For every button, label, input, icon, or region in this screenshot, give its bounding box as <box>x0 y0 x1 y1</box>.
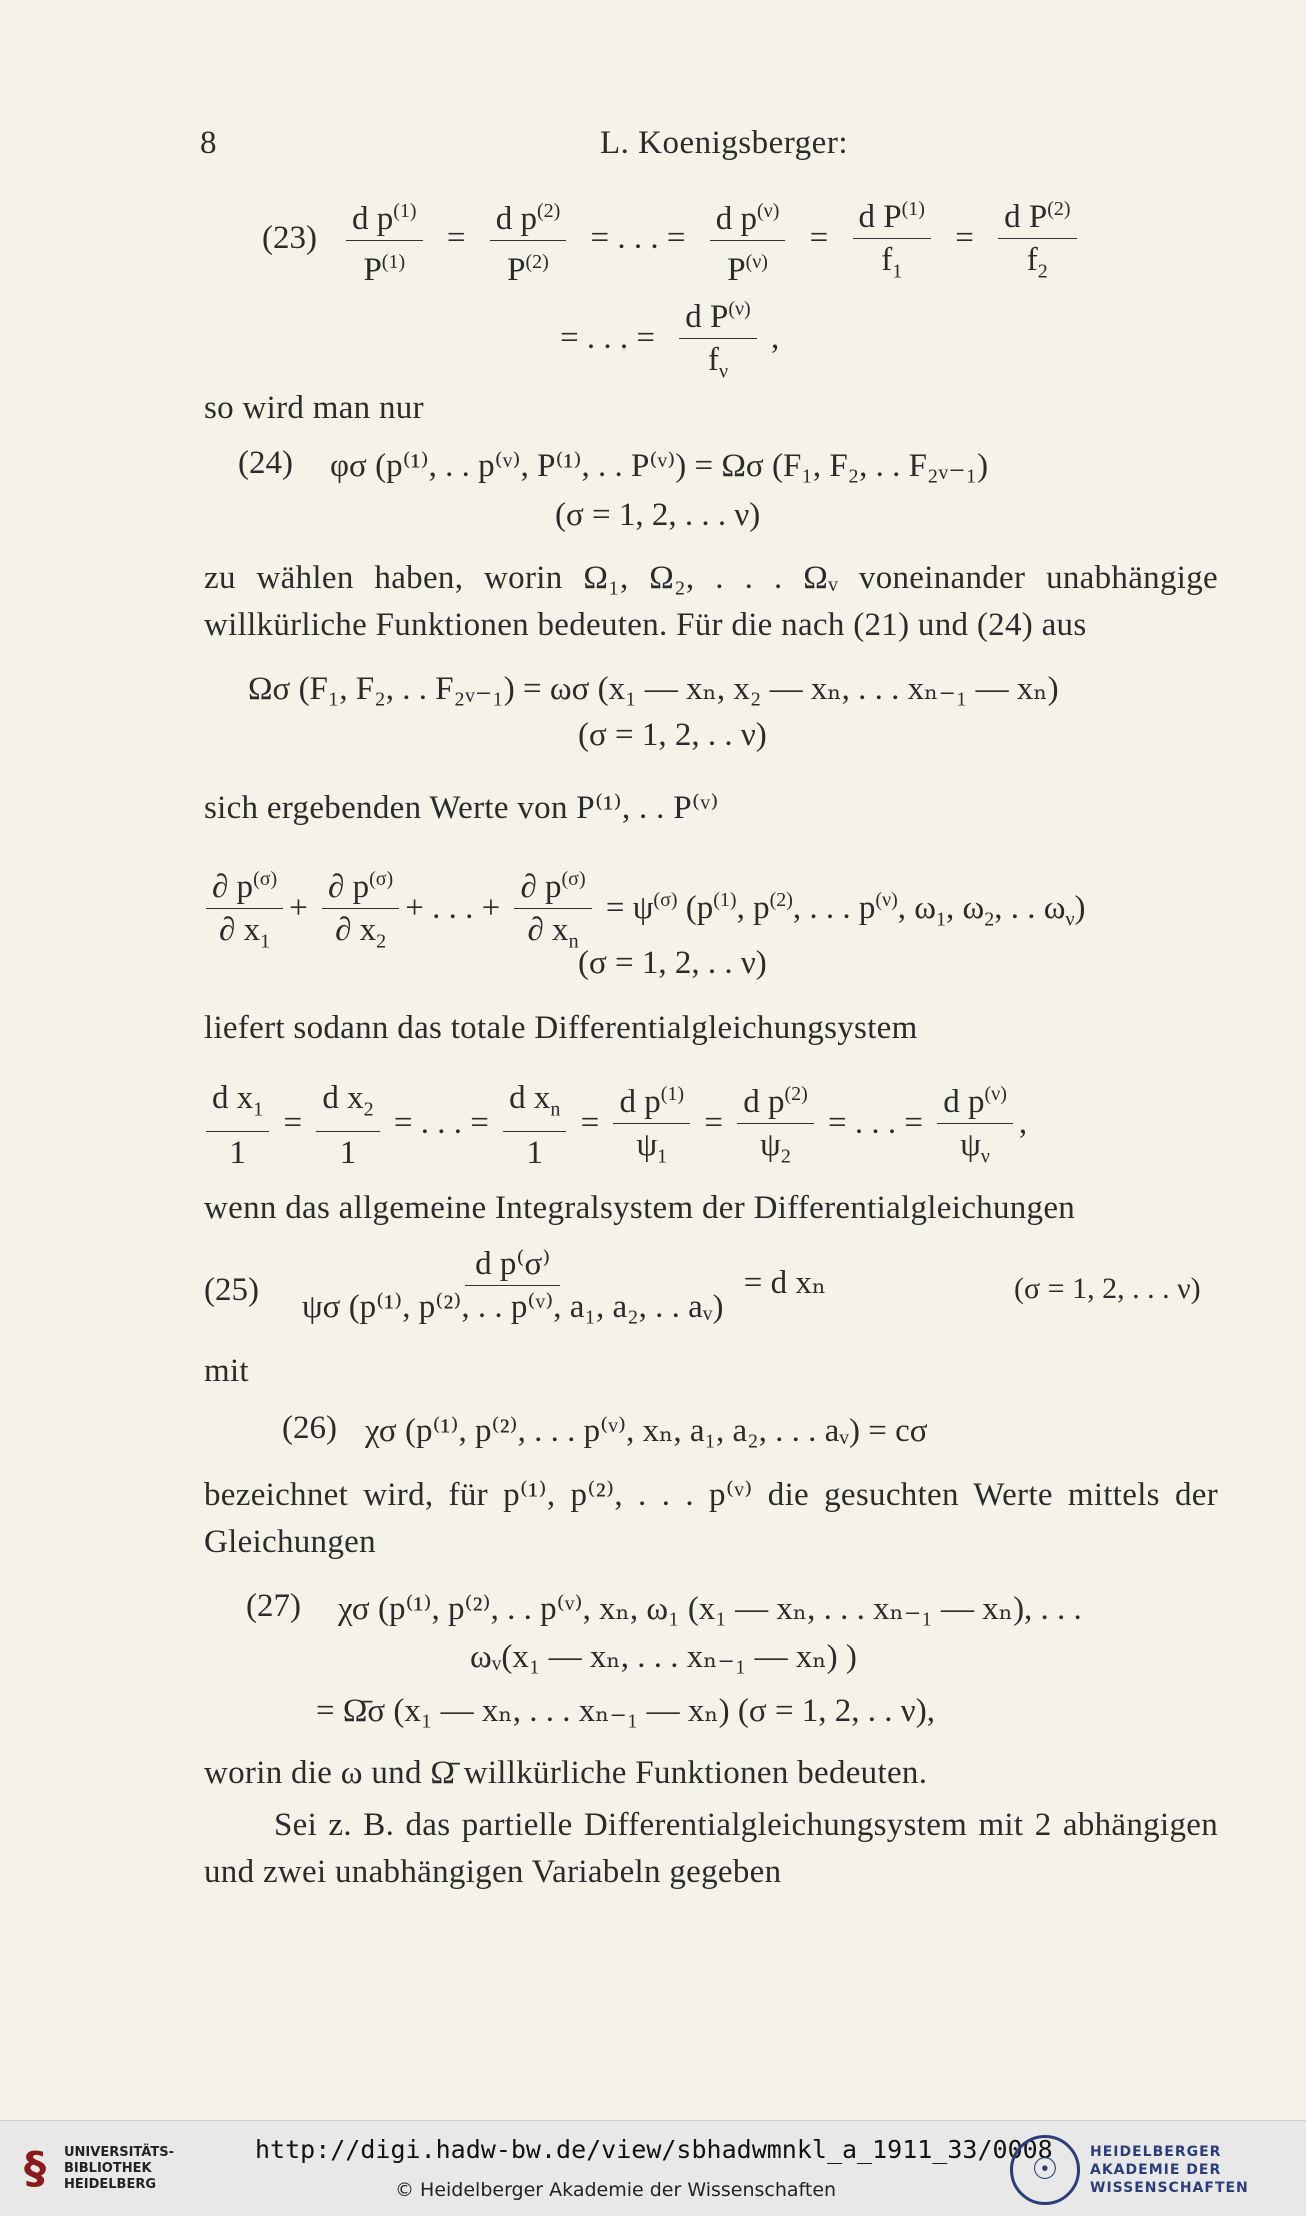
fraction: $\frac{d p^{(\nu)}}{P^{(\nu)}}$ <box>710 192 786 289</box>
fraction: $\frac{\partial p^{(\sigma)}}{\partial x_1}$ <box>206 860 283 961</box>
rhs: = d xₙ <box>743 1265 827 1302</box>
equation-25-range: (σ = 1, 2, . . . ν) <box>1014 1272 1201 1305</box>
text-so-wird: so wird man nur <box>204 390 424 426</box>
equation-24-line2: (σ = 1, 2, . . . ν) <box>555 497 761 533</box>
equation-24-line1: φσ (p⁽¹⁾, . . p⁽ᵛ⁾, P⁽¹⁾, . . P⁽ᵛ⁾) = Ωσ (F₁, F₂, . . F₂ᵥ₋₁) <box>330 448 989 484</box>
text-zu-waehlen: zu wählen haben, worin Ω₁, Ω₂, . . . Ωᵥ voneinander unabhängige willkürliche Funktionen bedeuten. Für die nach (21) und (24) aus <box>204 560 1218 643</box>
fraction: $\frac{\partial p^{(\sigma)}}{\partial x_2}$ <box>322 860 399 961</box>
academy-seal-icon: ☉ <box>1010 2135 1080 2205</box>
equation-27-line3: = Ω̄σ (x₁ — xₙ, . . . xₙ₋₁ — xₙ) (σ = 1, 2, . . ν), <box>316 1693 935 1729</box>
fraction: $\frac{d P^{(2)}}{f_2}$ <box>998 190 1076 291</box>
running-title: L. Koenigsberger: <box>600 125 848 161</box>
equation-number-24: (24) <box>238 445 293 481</box>
numerator: d p⁽σ⁾ <box>465 1245 560 1286</box>
library-icon: § <box>24 2143 46 2194</box>
academy-logo[interactable] <box>1010 2135 1290 2205</box>
equation-pde-line1: $\frac{\partial p^{(\sigma)}}{\partial x_1}$ + $\frac{\partial p^{(\sigma)}}{\partial x_2}$ + . . . + $\frac{\partial p^{(\sigma)}}{\partial x_n}$ = $\psi^{(\sigma)}$ ($p^{(1)}$, $p^{(2)}$, . . . $p^{(\nu)}$, $\omega_1$, $\omega_2$, . . $\omega_\nu$) <box>200 860 1086 961</box>
fraction: $\frac{d x_2}{1}$ <box>316 1079 379 1172</box>
fraction: $\frac{d p^{(2)}}{\psi_2}$ <box>737 1075 814 1176</box>
text-worin: worin die ω und Ω̄ willkürliche Funktionen bedeuten. <box>204 1755 928 1791</box>
fraction: $\frac{d P^{(\nu)}}{f_\nu}$ <box>679 290 756 391</box>
copyright-notice: © Heidelberger Akademie der Wissenschaften <box>395 2179 837 2201</box>
fraction: $\frac{d P^{(1)}}{f_1}$ <box>853 190 931 291</box>
viewer-footer <box>0 2120 1306 2216</box>
fraction: $\frac{d p^{(1)}}{\psi_1}$ <box>613 1075 690 1176</box>
text-sich-ergebenden: sich ergebenden Werte von P⁽¹⁾, . . P⁽ᵛ⁾ <box>204 790 719 826</box>
equation-23-line2: = . . . = $\frac{d P^{(\nu)}}{f_\nu}$ , <box>560 290 779 391</box>
equation-27-line1: χσ (p⁽¹⁾, p⁽²⁾, . . p⁽ᵛ⁾, xₙ, ω₁ (x₁ — xₙ, . . . xₙ₋₁ — xₙ), . . . <box>338 1591 1082 1627</box>
fraction: $\frac{d p^{(1)}}{P^{(1)}}$ <box>346 192 423 289</box>
equation-omega-line2: (σ = 1, 2, . . ν) <box>578 717 767 753</box>
library-name: UNIVERSITÄTS- BIBLIOTHEK HEIDELBERG <box>64 2145 174 2192</box>
equation-omega-line1: Ωσ (F₁, F₂, . . F₂ᵥ₋₁) = ωσ (x₁ — xₙ, x₂ — xₙ, . . . xₙ₋₁ — xₙ) <box>248 671 1059 707</box>
fraction: $\frac{d x_n}{1}$ <box>503 1079 566 1172</box>
equation-number-23: (23) <box>262 220 317 256</box>
fraction: $\frac{d x_1}{1}$ <box>206 1079 269 1172</box>
text-liefert: liefert sodann das totale Differentialgleichungsystem <box>204 1010 918 1046</box>
fraction <box>296 1245 729 1326</box>
equation-25 <box>290 1245 826 1326</box>
fraction: $\frac{\partial p^{(\sigma)}}{\partial x_n}$ <box>514 860 591 961</box>
text-bezeichnet: bezeichnet wird, für p⁽¹⁾, p⁽²⁾, . . . p⁽ᵛ⁾ die gesuchten Werte mittels der Gleichungen <box>204 1477 1218 1560</box>
equation-pde-line2: (σ = 1, 2, . . ν) <box>578 945 767 981</box>
equation-number-26: (26) <box>282 1410 337 1446</box>
equation-23-line1: $\frac{d p^{(1)}}{P^{(1)}}$ = $\frac{d p^{(2)}}{P^{(2)}}$ = . . . = $\frac{d p^{(\nu)}}{P^{(\nu)}}$ = $\frac{d P^{(1)}}{f_1}$ = $\frac{d P^{(2)}}{f_2}$ <box>340 190 1083 291</box>
equation-total-system: $\frac{d x_1}{1}$ = $\frac{d x_2}{1}$ = . . . = $\frac{d x_n}{1}$ = $\frac{d p^{(1)}}{\psi_1}$ = $\frac{d p^{(2)}}{\psi_2}$ = . . . = $\frac{d p^{(\nu)}}{\psi_\nu}$ , <box>200 1075 1027 1176</box>
equation-27-line2: ωᵥ(x₁ — xₙ, . . . xₙ₋₁ — xₙ) ) <box>470 1639 857 1675</box>
permalink[interactable]: http://digi.hadw-bw.de/view/sbhadwmnkl_a_1911_33/0008 <box>255 2135 1053 2164</box>
equation-number-27: (27) <box>246 1588 301 1624</box>
fraction: $\frac{d p^{(\nu)}}{\psi_\nu}$ <box>937 1075 1013 1176</box>
academy-name: HEIDELBERGER AKADEMIE DER WISSENSCHAFTEN <box>1090 2144 1249 2196</box>
denominator: ψσ (p⁽¹⁾, p⁽²⁾, . . p⁽ᵛ⁾, a₁, a₂, . . aᵥ) <box>302 1289 724 1325</box>
equation-number-25: (25) <box>204 1272 259 1308</box>
text-mit: mit <box>204 1353 249 1389</box>
equation-26: χσ (p⁽¹⁾, p⁽²⁾, . . . p⁽ᵛ⁾, xₙ, a₁, a₂, . . . aᵥ) = cσ <box>365 1413 928 1449</box>
text-wenn: wenn das allgemeine Integralsystem der Differentialgleichungen <box>204 1190 1076 1226</box>
university-library-logo[interactable] <box>14 2139 174 2199</box>
fraction: $\frac{d p^{(2)}}{P^{(2)}}$ <box>490 192 567 289</box>
page-number: 8 <box>200 125 217 161</box>
text-sei: Sei z. B. das partielle Differentialgleichungsystem mit 2 abhängigen und zwei unabhängigen Variabeln gegeben <box>204 1807 1218 1890</box>
